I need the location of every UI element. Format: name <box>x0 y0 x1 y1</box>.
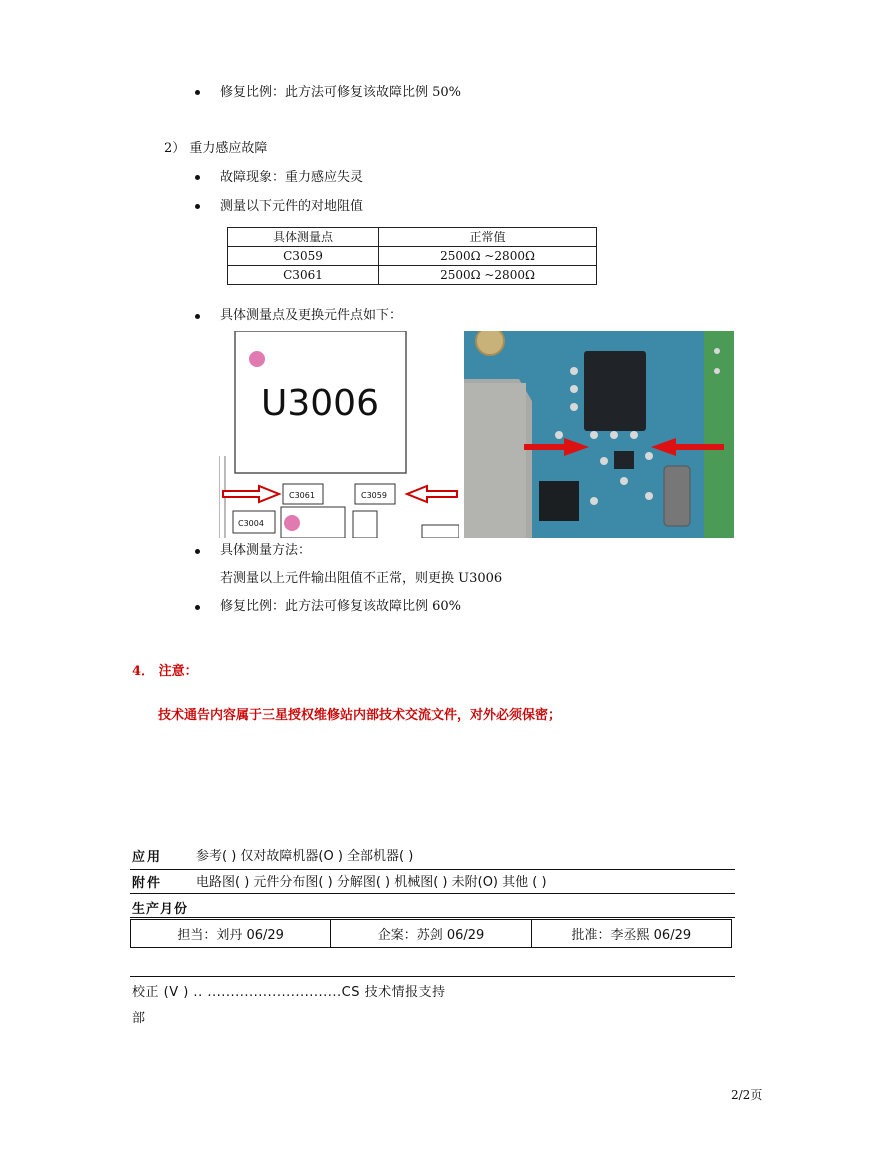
measurement-table <box>227 227 597 285</box>
signature-planner: 企案：苏剑 06/29 <box>331 920 531 947</box>
pcb-photo <box>464 331 734 538</box>
method-title: 具体测量方法： <box>220 543 312 558</box>
table-header-row <box>228 228 597 247</box>
proofread-line-cont: 部 <box>132 1011 146 1026</box>
bullet-icon <box>195 175 200 180</box>
chip-label: U3006 <box>261 383 379 424</box>
table-header: 正常值 <box>379 228 597 247</box>
bullet-icon <box>195 204 200 209</box>
attachment-label: 附件 <box>132 876 163 891</box>
pcb-svg <box>464 331 734 538</box>
table-header: 具体测量点 <box>228 228 379 247</box>
repair-ratio-2: 修复比例：此方法可修复该故障比例 60% <box>220 599 462 614</box>
signature-approver: 批准：李丞熙 06/29 <box>571 928 692 943</box>
section-heading: 2） 重力感应故障 <box>164 141 268 156</box>
table-row <box>228 247 597 266</box>
signature-owner: 担当：刘丹 06/29 <box>131 920 331 947</box>
notice-text: 技术通告内容属于三星授权维修站内部技术交流文件，对外必须保密； <box>158 708 562 723</box>
schematic-image <box>219 331 459 538</box>
c3059-label: C3059 <box>361 491 387 500</box>
table-cell: 2500Ω ~2800Ω <box>379 247 597 266</box>
divider <box>130 917 735 918</box>
signature-table <box>130 919 732 948</box>
c3004-label: C3004 <box>238 519 264 528</box>
table-row <box>228 266 597 285</box>
production-month-label: 生产月份 <box>132 902 189 917</box>
pin1-marker-icon <box>284 515 300 531</box>
table-cell: C3059 <box>228 247 379 266</box>
arrow-left-icon <box>407 486 457 502</box>
pin1-marker-icon <box>249 351 265 367</box>
method-text: 若测量以上元件输出阻值不正常，则更换 U3006 <box>220 571 503 586</box>
c3061-label: C3061 <box>289 491 315 500</box>
divider <box>130 869 735 870</box>
bullet-icon <box>195 605 200 610</box>
divider <box>130 893 735 894</box>
bullet-icon <box>195 549 200 554</box>
divider <box>130 976 735 977</box>
apply-label: 应用 <box>132 850 163 865</box>
table-cell: 2500Ω ~2800Ω <box>379 266 597 285</box>
bullet-icon <box>195 314 200 319</box>
attachment-options: 电路图( ) 元件分布图( ) 分解图( ) 机械图( ) 未附(O) 其他 ( ) <box>196 875 547 890</box>
arrow-right-icon <box>223 486 279 502</box>
proofread-line: 校正 (V ) .. .............................CS 技术情报支持 <box>132 985 446 1000</box>
repair-ratio-1: 修复比例：此方法可修复该故障比例 50% <box>220 85 462 100</box>
schematic-svg <box>219 331 459 538</box>
apply-options: 参考( ) 仅对故障机器(O ) 全部机器( ) <box>196 849 414 864</box>
bullet-icon <box>195 90 200 95</box>
measure-intro: 测量以下元件的对地阻值 <box>220 199 364 214</box>
table-cell: C3061 <box>228 266 379 285</box>
points-intro: 具体测量点及更换元件点如下： <box>220 308 403 323</box>
fault-phenomenon: 故障现象：重力感应失灵 <box>220 170 364 185</box>
notice-heading: 4． 注意： <box>132 664 198 679</box>
page-number: 2/2页 <box>731 1088 763 1102</box>
